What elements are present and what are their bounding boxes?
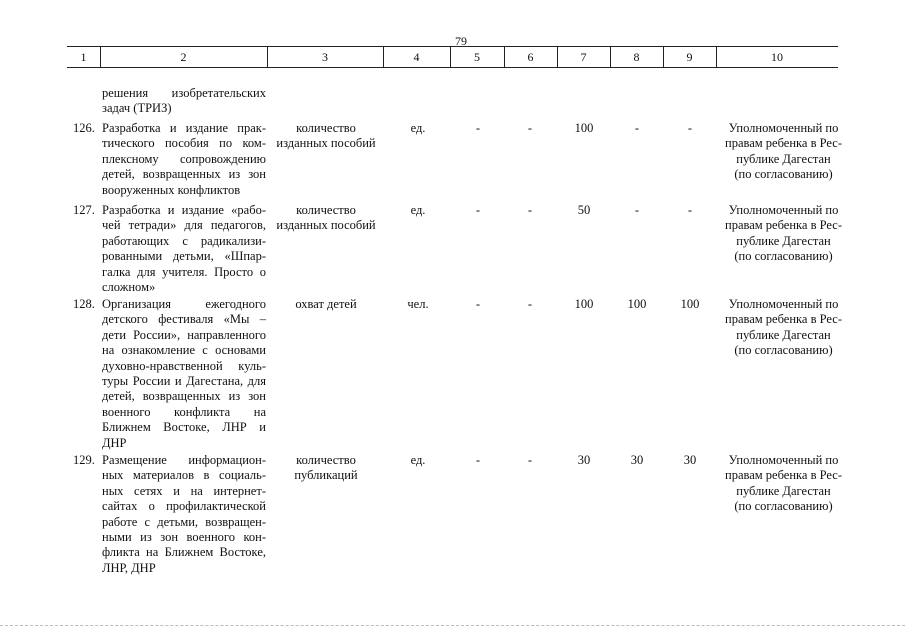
row-value-6: - — [527, 297, 533, 311]
row-unit: чел. — [407, 297, 429, 311]
col-header-9: 9 — [686, 50, 693, 64]
col-header-5: 5 — [474, 50, 480, 64]
row-value-6: - — [527, 121, 533, 135]
col-header-4: 4 — [413, 50, 420, 64]
text-line: детей, возвращенных из зон — [102, 389, 266, 404]
text-line: плексному сопровождению — [102, 151, 266, 166]
page-number: 79 — [455, 34, 467, 48]
text-line: решения изобретательских — [102, 86, 266, 100]
text-line: правам ребенка в Рес- — [725, 218, 842, 233]
text-line: Уполномоченный по — [728, 121, 839, 135]
row-indicator — [268, 121, 384, 152]
row-value-5: - — [475, 297, 481, 311]
text-line: изданных пособий — [276, 136, 376, 151]
row-value-7: 100 — [574, 121, 594, 135]
text-line: Разработка и издание прак- — [102, 121, 266, 135]
continuation-text — [102, 86, 266, 117]
row-value-6: - — [527, 203, 533, 217]
text-line: сложном» — [102, 280, 156, 295]
text-line: публике Дагестан — [736, 151, 831, 166]
text-line: Уполномоченный по — [728, 297, 839, 311]
row-unit: ед. — [410, 121, 426, 135]
col-header-1: 1 — [80, 50, 87, 64]
row-indicator — [268, 203, 384, 234]
text-line: Ближнем Востоке, ЛНР и — [102, 420, 266, 435]
text-line: на ознакомление с основами — [102, 343, 266, 358]
row-value-8: 30 — [630, 453, 644, 467]
text-line: ДНР — [102, 435, 127, 450]
row-description — [102, 453, 266, 576]
text-line: публике Дагестан — [736, 483, 831, 498]
text-line: фликта на Ближнем Востоке, — [102, 545, 266, 560]
row-unit: ед. — [410, 453, 426, 467]
row-value-9: 30 — [683, 453, 697, 467]
text-line: Уполномоченный по — [728, 203, 839, 217]
col-header-6: 6 — [527, 50, 534, 64]
row-value-9: 100 — [680, 297, 700, 311]
text-line: работающих с радикализи- — [102, 233, 266, 248]
text-line: детей, возвращенных из зон — [102, 167, 266, 182]
text-line: правам ребенка в Рес- — [725, 312, 842, 327]
row-value-5: - — [475, 203, 481, 217]
row-value-8: 100 — [627, 297, 647, 311]
row-value-7: 30 — [577, 453, 591, 467]
text-line: Организация ежегодного — [102, 297, 266, 311]
col-header-3: 3 — [322, 50, 328, 64]
row-description — [102, 121, 266, 198]
row-responsible — [718, 297, 849, 359]
row-value-8: - — [634, 203, 640, 217]
text-line: (по согласованию) — [734, 167, 833, 182]
text-line: публикаций — [294, 468, 358, 483]
text-line: (по согласованию) — [734, 249, 833, 264]
text-line: охват детей — [295, 297, 357, 311]
row-value-5: - — [475, 121, 481, 135]
row-responsible — [718, 203, 849, 265]
row-number: 127. — [73, 203, 95, 217]
text-line: ных материалов в социаль- — [102, 468, 266, 483]
text-line: (по согласованию) — [734, 499, 833, 514]
row-value-7: 50 — [577, 203, 591, 217]
text-line: изданных пособий — [276, 218, 376, 233]
text-line: рованными детьми, «Шпар- — [102, 249, 266, 264]
text-line: правам ребенка в Рес- — [725, 136, 842, 151]
scan-edge-line — [0, 625, 905, 626]
text-line: ЛНР, ДНР — [102, 560, 156, 575]
text-line: правам ребенка в Рес- — [725, 468, 842, 483]
text-line: Разработка и издание «рабо- — [102, 203, 266, 217]
row-description — [102, 203, 266, 295]
text-line: ных сетях и на интернет- — [102, 483, 266, 498]
text-line: Размещение информацион- — [102, 453, 266, 467]
text-line: количество — [296, 203, 356, 217]
col-header-7: 7 — [580, 50, 587, 64]
table-header — [67, 46, 838, 68]
row-responsible — [718, 121, 849, 183]
row-indicator — [268, 453, 384, 484]
row-value-6: - — [527, 453, 533, 467]
text-line: военного конфликта на — [102, 404, 266, 419]
col-header-8: 8 — [633, 50, 640, 64]
text-line: количество — [296, 121, 356, 135]
text-line: духовно-нравственной куль- — [102, 358, 266, 373]
row-number: 128. — [73, 297, 95, 311]
text-line: количество — [296, 453, 356, 467]
text-line: работе с детьми, возвращен- — [102, 514, 266, 529]
text-line: (по согласованию) — [734, 343, 833, 358]
row-number: 129. — [73, 453, 95, 467]
text-line: задач (ТРИЗ) — [102, 101, 172, 116]
text-line: туры России и Дагестана, для — [102, 374, 266, 389]
row-number: 126. — [73, 121, 95, 135]
text-line: чей тетради» для педагогов, — [102, 218, 266, 233]
col-header-10: 10 — [771, 50, 783, 64]
text-line: Уполномоченный по — [728, 453, 839, 467]
text-line: публике Дагестан — [736, 327, 831, 342]
text-line: вооруженных конфликтов — [102, 182, 241, 197]
text-line: дети России», направленного — [102, 327, 266, 342]
text-line: детского фестиваля «Мы – — [102, 312, 266, 327]
row-responsible — [718, 453, 849, 515]
row-unit: ед. — [410, 203, 426, 217]
text-line: сайтах о профилактической — [102, 499, 266, 514]
row-value-7: 100 — [574, 297, 594, 311]
row-value-5: - — [475, 453, 481, 467]
row-description — [102, 297, 266, 451]
text-line: галка для учителя. Просто о — [102, 264, 266, 279]
text-line: тического пособия по ком- — [102, 136, 266, 151]
text-line: публике Дагестан — [736, 233, 831, 248]
row-value-9: - — [687, 203, 693, 217]
text-line: ными из зон военного кон- — [102, 530, 266, 545]
row-value-9: - — [687, 121, 693, 135]
row-indicator — [268, 297, 384, 312]
row-value-8: - — [634, 121, 640, 135]
col-header-2: 2 — [180, 50, 187, 64]
